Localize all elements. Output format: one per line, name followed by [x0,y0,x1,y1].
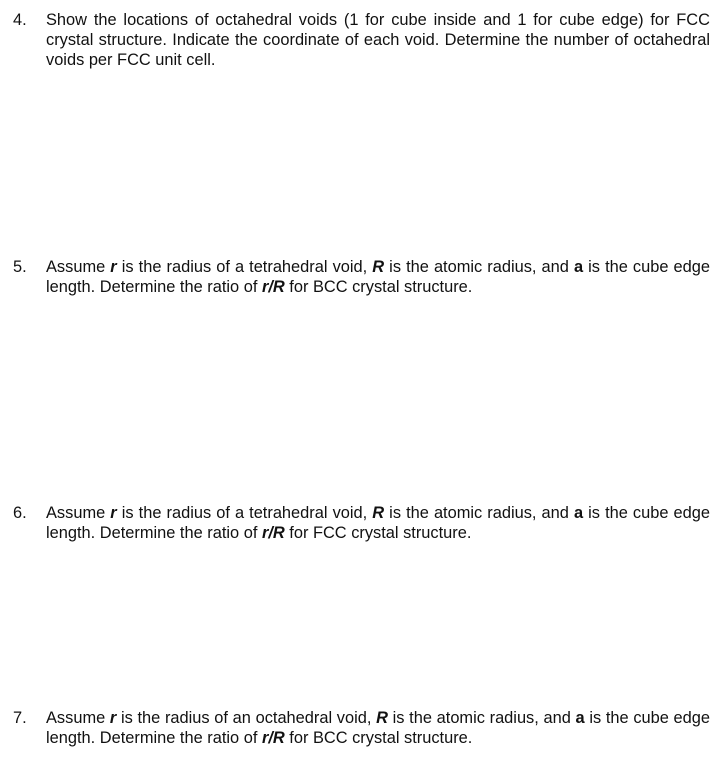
question-number: 5. [13,258,27,276]
text-segment: is the atomic radius, and [384,504,574,522]
text-segment: Assume [46,709,110,727]
text-segment: is the radius of a tetrahedral void, [116,258,373,276]
text-segment: is the cube edge length. Determine the ratio of [46,258,710,296]
variable-r: r [110,258,117,276]
variable-a: a [575,709,585,727]
variable-R: R [372,504,385,522]
text-segment: for FCC crystal structure. [284,524,472,542]
text-segment: for BCC crystal structure. [284,278,473,296]
text-segment: is the radius of a tetrahedral void, [116,504,373,522]
question-text: Show the locations of octahedral voids (1 for cube inside and 1 for cube edge) for FCC crystal structure. Indicate the coordinate of each void. Determine the number of octahedral voids per FCC unit cell. [46,11,710,69]
text-segment: is the cube edge length. Determine the ratio of [46,709,711,747]
variable-a: a [573,258,584,276]
text-segment: is the atomic radius, and [387,709,576,727]
question-text [46,503,710,543]
text-segment: is the cube edge length. Determine the ratio of [46,504,710,542]
text-segment: Assume [46,504,111,522]
text-segment: for BCC crystal structure. [284,729,473,747]
ratio-r-over-R: r/R [261,729,285,747]
variable-R: R [372,258,385,276]
question-text [46,708,710,748]
ratio-r-over-R: r/R [261,524,285,542]
question-number: 6. [13,504,27,522]
question-text [46,257,710,297]
text-segment: is the atomic radius, and [384,258,574,276]
ratio-r-over-R: r/R [261,278,285,296]
text-segment: Assume [46,258,111,276]
variable-a: a [573,504,584,522]
text-segment: is the radius of an octahedral void, [116,709,377,727]
variable-R: R [376,709,388,727]
variable-r: r [110,504,117,522]
variable-r: r [109,709,117,727]
question-number: 4. [13,11,27,29]
question-number: 7. [13,709,27,727]
